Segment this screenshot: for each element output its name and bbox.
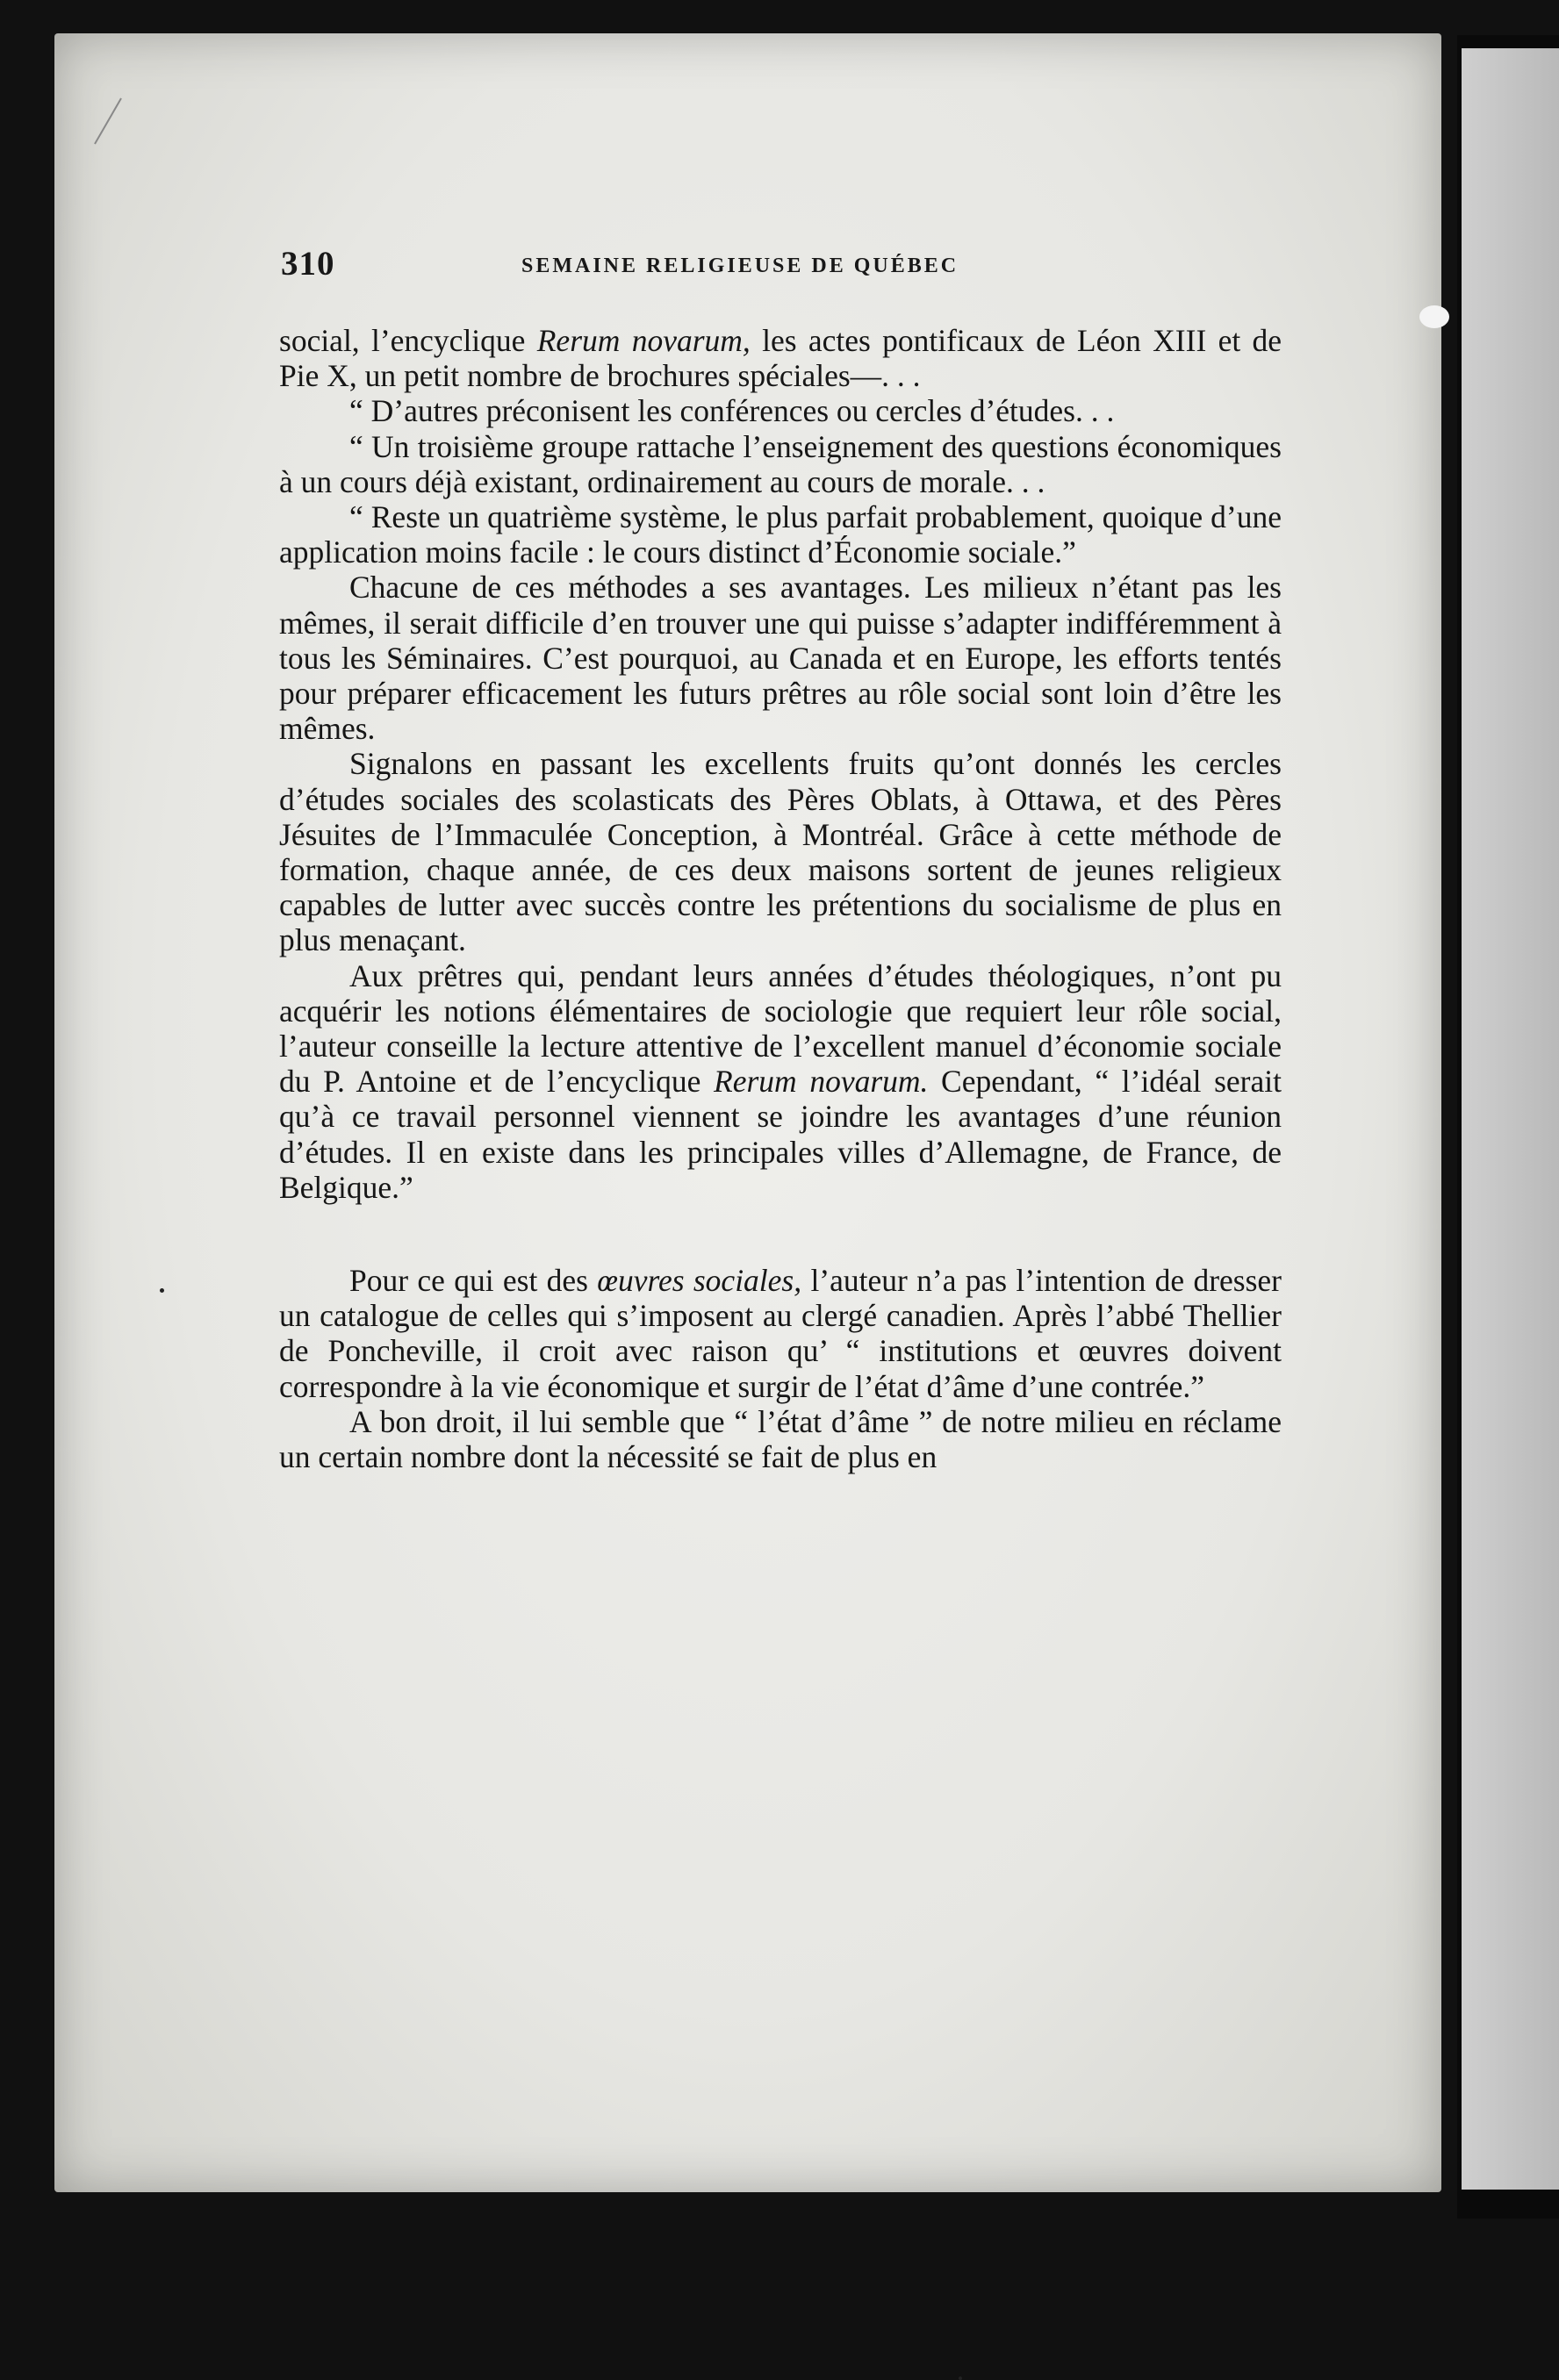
film-speck xyxy=(160,1288,164,1293)
paragraph xyxy=(279,1404,1282,1474)
italic-text-run: Rerum novarum, xyxy=(536,323,751,358)
paragraph xyxy=(279,958,1282,1205)
film-speck xyxy=(1419,305,1449,328)
text-run: les actes pontificaux de Léon XIII et de Pie X, un petit nombre de brochures spéciales—. . . xyxy=(279,323,1282,394)
text-run: Aux prêtres qui, pendant leurs années d’études théologiques, n’ont pu acquérir les notions élémentaires de sociologie que requiert leur rôle social, l’auteur conseille la lecture attentive de l’excellent manuel d’économie sociale du P. Antoine et de l’encyclique xyxy=(279,957,1282,1100)
text-run: social, l’encyclique xyxy=(279,323,537,358)
text-run: “ D’autres préconisent les conférences ou cercles d’études. . . xyxy=(349,393,1115,429)
running-head xyxy=(281,244,1282,297)
paragraph xyxy=(279,1263,1282,1404)
text-run: “ Reste un quatrième système, le plus parfait probablement, quoique d’une application moins facile : le cours distinct d’Économie sociale.” xyxy=(279,499,1282,570)
paragraph xyxy=(279,570,1282,746)
text-run: Chacune de ces méthodes a ses avantages. Les milieux n’étant pas les mêmes, il serait difficile d’en trouver une qui puisse s’adapter indifféremment à tous les Séminaires. C’est pourquoi, au Canada et en Europe, les efforts tentés pour préparer efficacement les futurs prêtres au rôle social sont loin d’être les mêmes. xyxy=(279,570,1282,747)
text-run: Pour ce qui est des xyxy=(349,1263,598,1299)
italic-text-run: œuvres sociales, xyxy=(597,1263,802,1299)
page-number: 310 xyxy=(281,245,335,283)
italic-text-run: Rerum novarum. xyxy=(714,1064,929,1100)
film-speck xyxy=(959,2376,962,2380)
running-title: SEMAINE RELIGIEUSE DE QUÉBEC xyxy=(521,254,959,277)
paragraph xyxy=(279,429,1282,499)
paragraph xyxy=(279,323,1282,393)
text-run: Signalons en passant les excellents fruits qu’ont donnés les cercles d’études sociales des scolasticats des Pères Oblats, à Ottawa, et des Pères Jésuites de l’Immaculée Conception, à Montréal. Grâce à cette méthode de formation, chaque année, de ces deux maisons sortent de jeunes religieux capables de lutter avec succès contre les prétentions du socialisme de plus en plus menaçant. xyxy=(279,746,1282,958)
text-run: Cependant, “ l’idéal serait qu’à ce travail personnel viennent se joindre les avantages d’une réunion d’études. Il en existe dans les principales villes d’Allemagne, de France, de Belgique.” xyxy=(279,1064,1282,1205)
adjacent-page-edge xyxy=(1462,48,1559,2190)
text-run: l’auteur n’a pas l’intention de dresser un catalogue de celles qui s’imposent au clergé canadien. Après l’abbé Thellier de Poncheville, il croit avec raison qu’ “ institutions et œuvres doivent correspondre à la vie économique et surgir de l’état d’âme d’une contrée.” xyxy=(279,1263,1282,1404)
text-run: “ Un troisième groupe rattache l’enseignement des questions économiques à un cours déjà existant, ordinairement au cours de morale. . . xyxy=(279,428,1282,499)
body-text xyxy=(279,323,1282,1474)
text-run: A bon droit, il lui semble que “ l’état d’âme ” de notre milieu en réclame un certain nombre dont la nécessité se fait de plus en xyxy=(279,1403,1282,1475)
paragraph xyxy=(279,393,1282,428)
paragraph xyxy=(279,746,1282,957)
paragraph xyxy=(279,499,1282,570)
film-scratch xyxy=(94,98,122,145)
